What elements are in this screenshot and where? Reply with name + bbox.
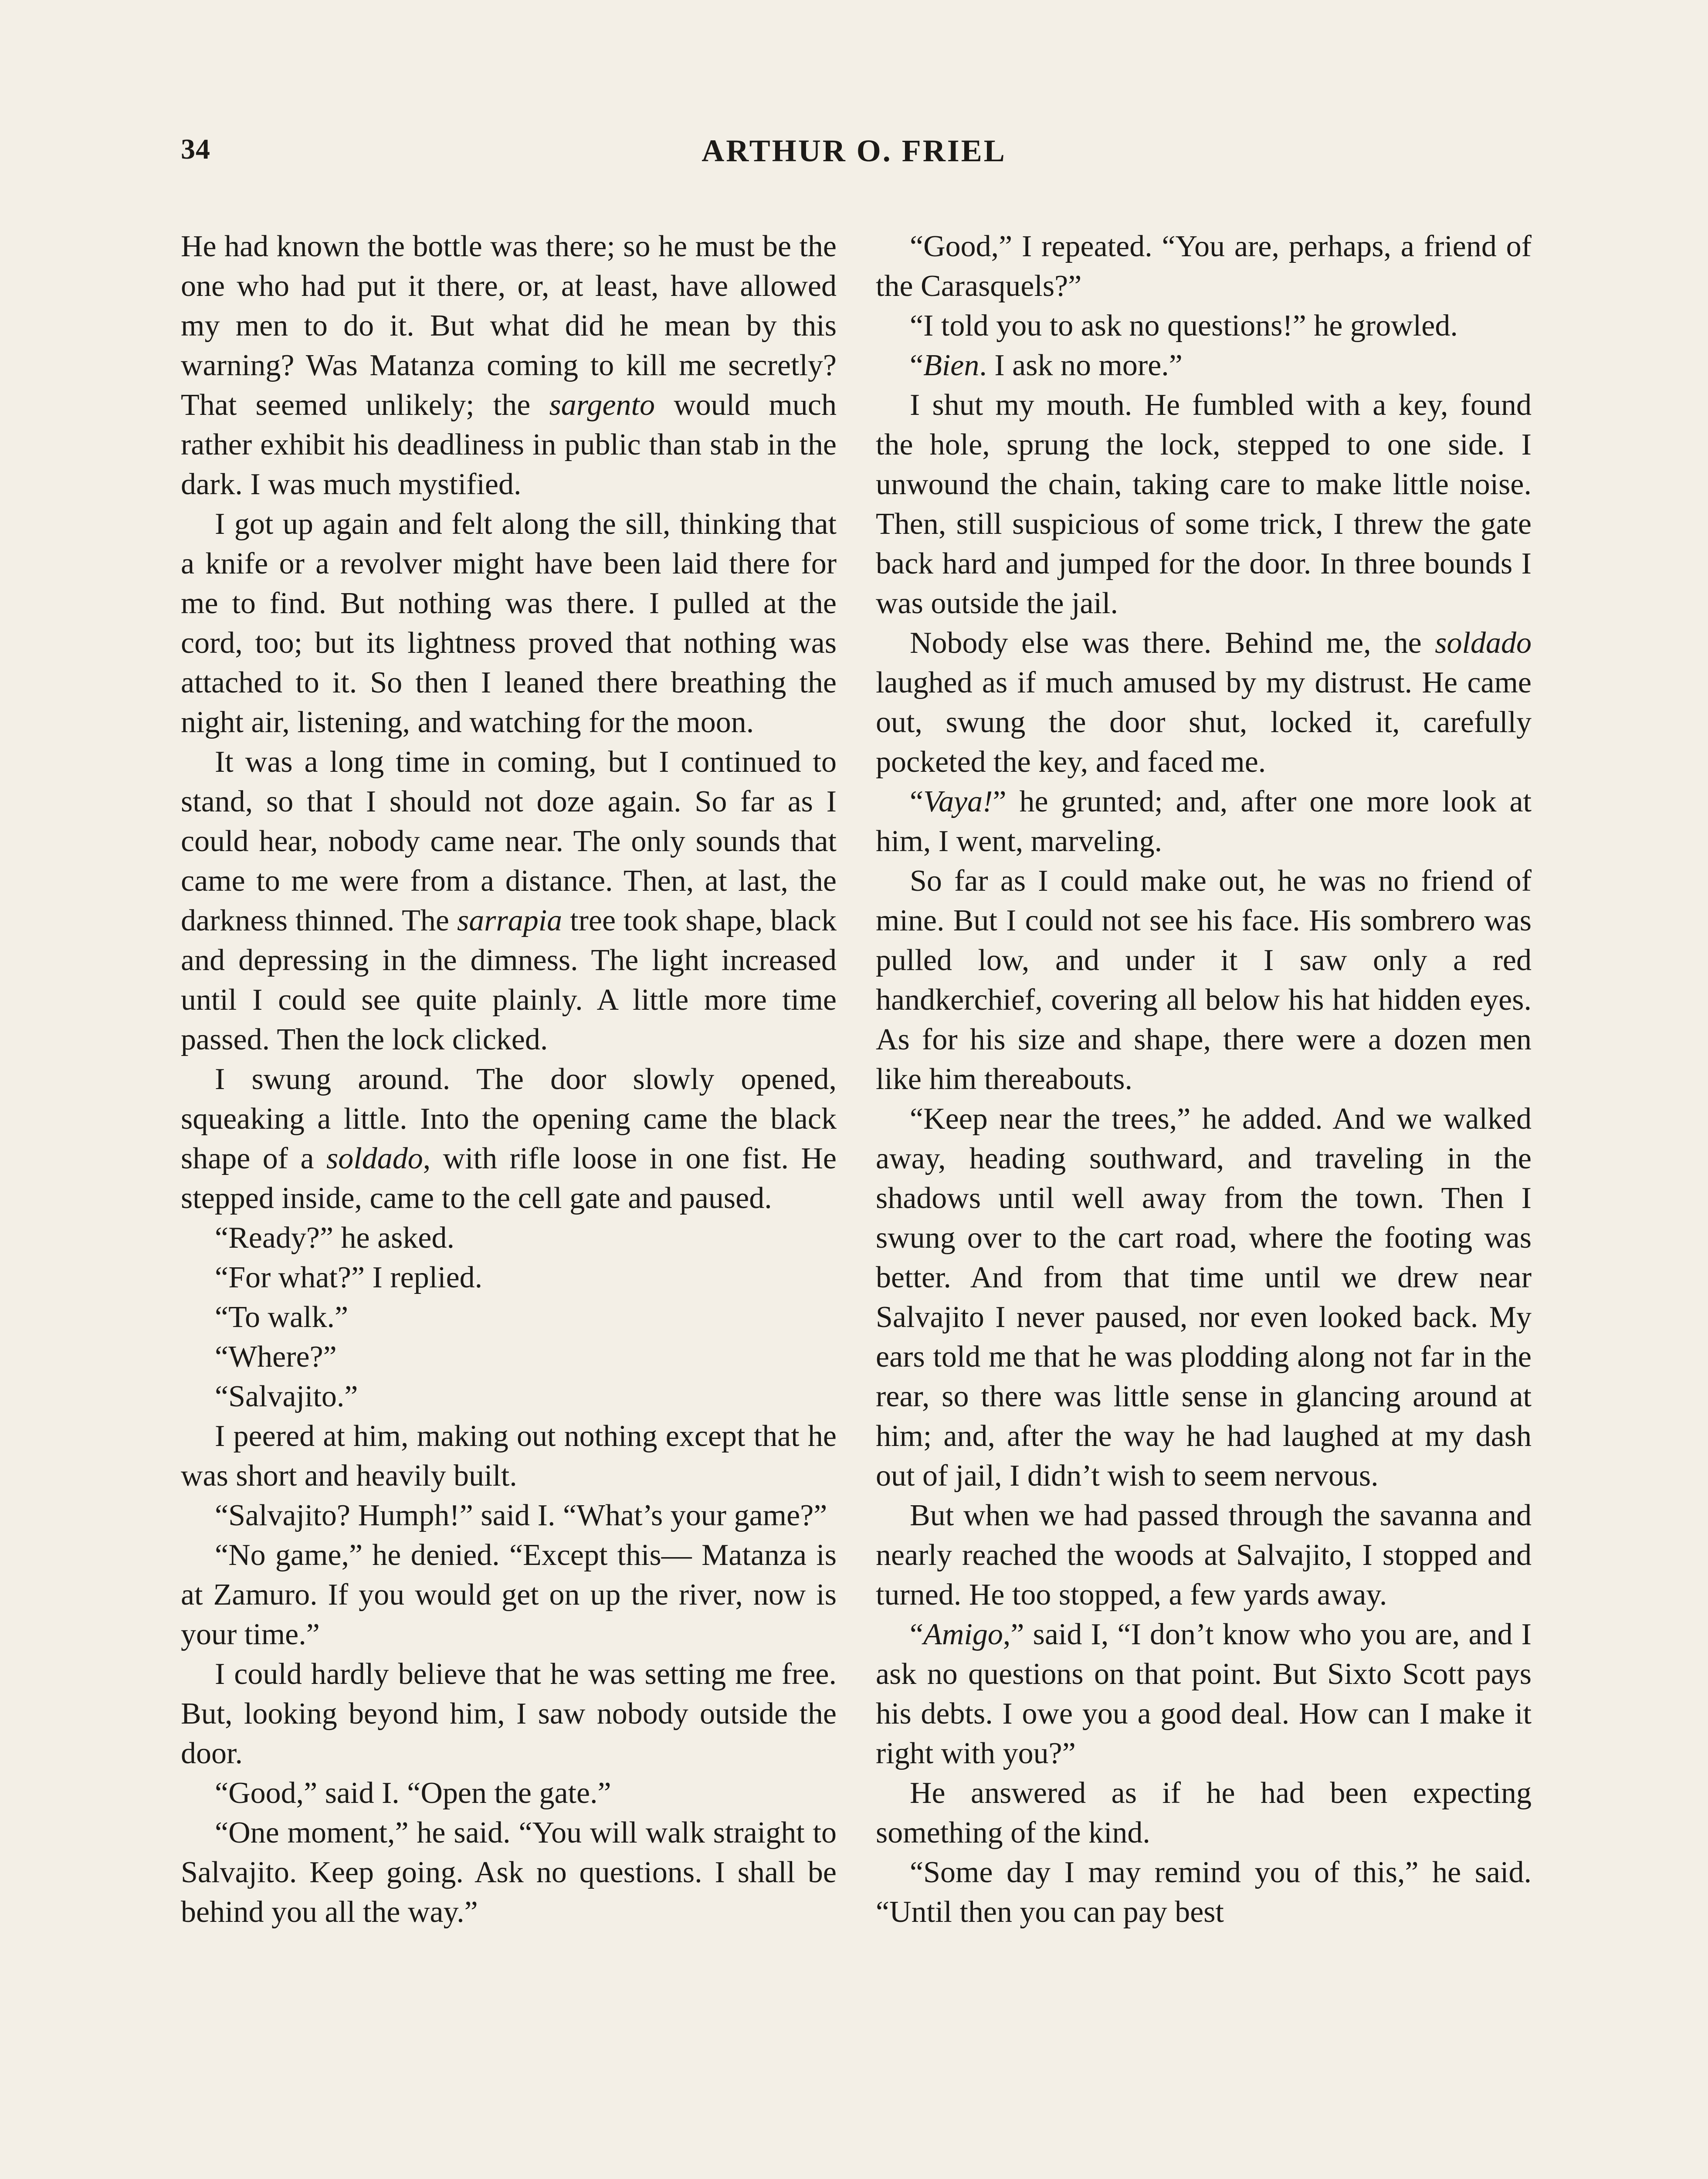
paragraph-text: ” he grunted; and, after one more look at him, I went, marveling. [876, 785, 1532, 858]
paragraph-text: “Keep near the trees,” he added. And we walked away, heading southward, and traveling in the shadows until well away from the town. Then I swung over to the cart road, where the footing was better. And from that time until we drew near Salvajito I never paused, nor even looked back. My ears told me that he was plodding along not far in the rear, so there was little sense in glancing around at him; and, after the way he had laughed at my dash out of jail, I didn’t wish to seem nervous. [876, 1102, 1532, 1493]
paragraph-text: But when we had passed through the savanna and nearly reached the woods at Salvajito, I stopped and turned. He too stopped, a few yards away. [876, 1499, 1532, 1612]
paragraph-text: ,” said I, “I don’t know who you are, and I ask no questions on that point. But Sixto Scott pays his debts. I owe you a good deal. How can I make it right with you?” [876, 1618, 1532, 1770]
paragraph-text: I swung around. The door slowly opened, squeaking a little. Into the opening came the black shape of a [181, 1062, 837, 1175]
paragraph [181, 1377, 837, 1416]
running-head-author: ARTHUR O. FRIEL [702, 133, 1006, 168]
italic-text: sargento [549, 388, 655, 422]
paragraph-text: “Salvajito? Humph!” said I. “What’s your game?” [215, 1499, 827, 1532]
paragraph-text: “Good,” said I. “Open the gate.” [215, 1776, 611, 1810]
paragraph [181, 1773, 837, 1813]
italic-text: Amigo [923, 1618, 1003, 1651]
paragraph-text: “No game,” he denied. “Except this— Matanza is at Zamuro. If you would get on up the river, now is your time.” [181, 1538, 837, 1651]
paragraph-text: So far as I could make out, he was no friend of mine. But I could not see his face. His sombrero was pulled low, and under it I saw only a red handkerchief, covering all below his hat hidden eyes. As for his size and shape, there were a dozen men like him thereabouts. [876, 864, 1532, 1096]
italic-text: Bien [923, 349, 979, 382]
paragraph [876, 1853, 1532, 1932]
paragraph [876, 782, 1532, 861]
paragraph-text: “Good,” I repeated. “You are, perhaps, a friend of the Carasquels?” [876, 230, 1532, 303]
paragraph [181, 1218, 837, 1258]
paragraph-text: “ [910, 1618, 924, 1651]
paragraph-text: “Where?” [215, 1340, 337, 1374]
italic-text: Vaya! [923, 785, 993, 818]
paragraph-text: I could hardly believe that he was setting me free. But, looking beyond him, I saw nobody outside the door. [181, 1657, 837, 1770]
paragraph [181, 1813, 837, 1932]
paragraph-text: He had known the bottle was there; so he must be the one who had put it there, or, at least, have allowed my men to do it. But what did he mean by this warning? Was Matanza coming to kill me secretly? That seemed unlikely; the [181, 230, 837, 422]
paragraph [876, 623, 1532, 782]
paragraph-text: , with rifle loose in one fist. He stepped inside, came to the cell gate and paused. [181, 1142, 837, 1215]
paragraph [181, 1654, 837, 1773]
page-number: 34 [181, 133, 210, 165]
paragraph-text: “ [910, 785, 924, 818]
paragraph [181, 504, 837, 742]
paragraph-text: I peered at him, making out nothing except that he was short and heavily built. [181, 1419, 837, 1493]
paragraph [876, 385, 1532, 623]
italic-text: sarrapia [457, 904, 563, 937]
paragraph [181, 1258, 837, 1297]
paragraph-text: would much rather exhibit his deadliness in public than stab in the dark. I was much mystified. [181, 388, 837, 501]
paragraph-text: “For what?” I replied. [215, 1261, 483, 1294]
paragraph-text: “Salvajito.” [215, 1380, 358, 1413]
paragraph-text: . I ask no more.” [979, 349, 1183, 382]
paragraph-text: He answered as if he had been expecting something of the kind. [876, 1776, 1532, 1850]
paragraph [181, 1496, 837, 1535]
paragraph-text: I got up again and felt along the sill, thinking that a knife or a revolver might have been laid there for me to find. But nothing was there. I pulled at the cord, too; but its lightness proved that nothing was attached to it. So then I leaned there breathing the night air, listening, and watching for the moon. [181, 507, 837, 739]
paragraph [876, 861, 1532, 1099]
paragraph [181, 742, 837, 1059]
paragraph-text: It was a long time in coming, but I continued to stand, so that I should not doze again. So far as I could hear, nobody came near. The only sounds that came to me were from a distance. Then, at last, the darkness thinned. The [181, 745, 837, 937]
paragraph [876, 306, 1532, 346]
paragraph [181, 1416, 837, 1496]
paragraph [876, 227, 1532, 306]
paragraph-text: Nobody else was there. Behind me, the [910, 626, 1435, 660]
paragraph-text: tree took shape, black and depressing in the dimness. The light increased until I could see quite plainly. A little more time passed. Then the lock clicked. [181, 904, 837, 1056]
paragraph-text: “To walk.” [215, 1300, 349, 1334]
left-column [181, 227, 837, 1932]
paragraph-text: “I told you to ask no questions!” he growled. [910, 309, 1458, 343]
italic-text: soldado [326, 1142, 423, 1175]
paragraph [181, 1337, 837, 1377]
paragraph-text: laughed as if much amused by my distrust. He came out, swung the door shut, locked it, carefully pocketed the key, and faced me. [876, 666, 1532, 779]
paragraph [181, 1535, 837, 1654]
paragraph [181, 1059, 837, 1218]
paragraph [181, 1297, 837, 1337]
paragraph [876, 1099, 1532, 1496]
italic-text: soldado [1435, 626, 1532, 660]
paragraph [181, 227, 837, 504]
paragraph-text: “Some day I may remind you of this,” he said. “Until then you can pay best [876, 1856, 1532, 1929]
paragraph-text: “Ready?” he asked. [215, 1221, 454, 1255]
paragraph [876, 346, 1532, 385]
paragraph-text: “ [910, 349, 924, 382]
right-column [876, 227, 1532, 1932]
paragraph-text: I shut my mouth. He fumbled with a key, found the hole, sprung the lock, stepped to one side. I unwound the chain, taking care to make little noise. Then, still suspicious of some trick, I threw the gate back hard and jumped for the door. In three bounds I was outside the jail. [876, 388, 1532, 620]
paragraph-text: “One moment,” he said. “You will walk straight to Salvajito. Keep going. Ask no questions. I shall be behind you all the way.” [181, 1816, 837, 1929]
paragraph [876, 1773, 1532, 1853]
paragraph [876, 1615, 1532, 1773]
paragraph [876, 1496, 1532, 1615]
